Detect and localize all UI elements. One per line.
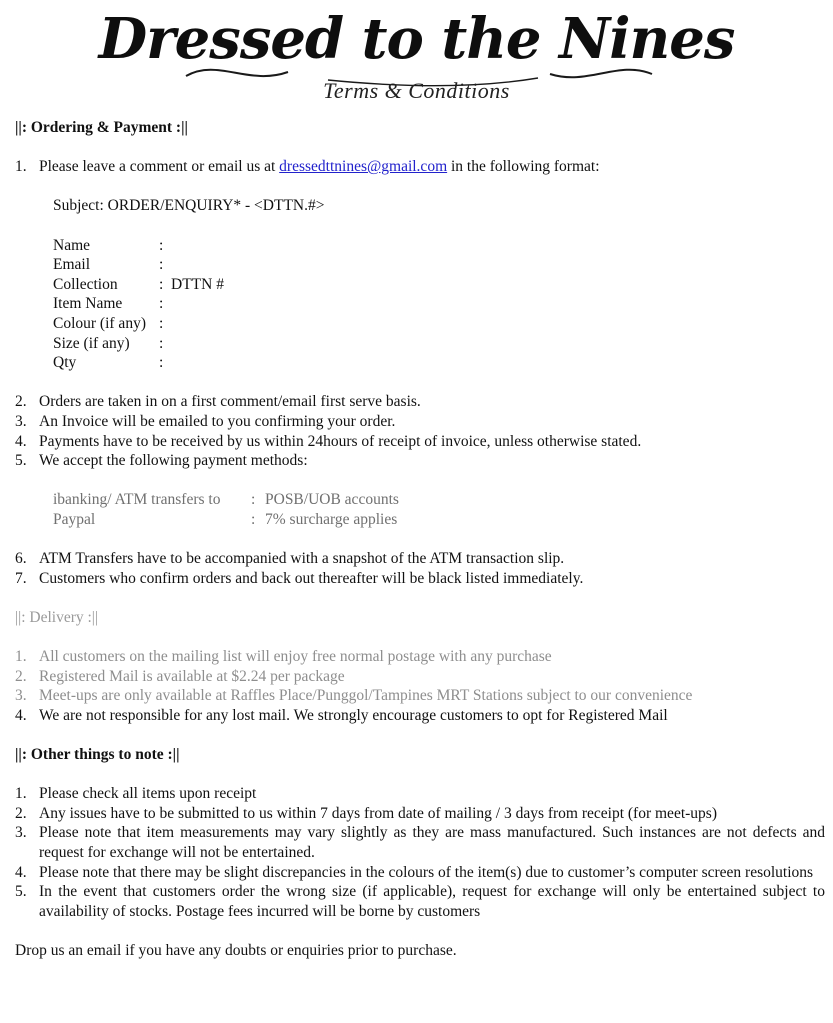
spacer — [15, 725, 825, 745]
brand-logo: Dressed to the Nines — [98, 6, 735, 72]
payment-colon: : — [251, 491, 256, 509]
form-colon: : — [159, 354, 164, 372]
spacer — [15, 588, 825, 608]
item-number: 7. — [15, 569, 27, 587]
list-item — [15, 647, 825, 667]
ordering-heading: ||: Ordering & Payment :|| — [15, 119, 188, 136]
list-item — [15, 706, 825, 726]
item-text: in the following format: — [451, 158, 600, 176]
list-item — [15, 823, 825, 862]
page-header — [0, 0, 833, 110]
ordering-list — [15, 157, 825, 177]
form-row — [53, 255, 825, 275]
list-item — [15, 686, 825, 706]
item-number: 6. — [15, 550, 27, 568]
form-value: DTTN # — [171, 275, 224, 293]
payment-colon: : — [251, 510, 256, 528]
item-text: Please note that there may be slight discrepancies in the colours of the item(s) due to customer’s computer screen resolutions — [39, 863, 814, 881]
form-label: Item Name — [53, 295, 123, 313]
ordering-list-final — [15, 549, 825, 588]
item-number: 1. — [15, 785, 27, 803]
list-item — [15, 784, 825, 804]
form-colon: : — [159, 314, 164, 332]
list-item — [15, 804, 825, 824]
form-label: Qty — [53, 354, 77, 372]
subject-line: Subject: ORDER/ENQUIRY* - <DTTN.#> — [53, 197, 325, 215]
spacer — [15, 373, 825, 393]
spacer — [15, 471, 825, 491]
list-item — [15, 392, 825, 412]
item-number: 3. — [15, 412, 27, 430]
item-text: Please check all items upon receipt — [39, 785, 257, 803]
item-number: 5. — [15, 883, 27, 901]
form-colon: : — [159, 295, 164, 313]
terms-content — [15, 118, 825, 961]
list-item — [15, 667, 825, 687]
item-number: 3. — [15, 687, 27, 705]
item-number: 2. — [15, 804, 27, 822]
form-row — [53, 353, 825, 373]
payment-row — [53, 510, 825, 530]
item-text: We are not responsible for any lost mail. We strongly encourage customers to opt for Registered Mail — [39, 706, 668, 724]
closing-note: Drop us an email if you have any doubts or enquiries prior to purchase. — [15, 941, 457, 959]
list-item — [15, 432, 825, 452]
spacer — [15, 529, 825, 549]
form-colon: : — [159, 236, 164, 254]
item-number: 2. — [15, 667, 27, 685]
page-subtitle: Terms & Conditions — [323, 78, 510, 103]
item-number: 1. — [15, 158, 27, 176]
item-text: Orders are taken in on a first comment/email first serve basis. — [39, 393, 421, 411]
item-text: Please note that item measurements may vary slightly as they are mass manufactured. Such instances are not defects and request for exchange will not be entertained. — [39, 824, 825, 861]
form-row — [53, 236, 825, 256]
item-text: Meet-ups are only available at Raffles Place/Punggol/Tampines MRT Stations subject to our convenience — [39, 687, 693, 705]
list-item — [15, 863, 825, 883]
item-text: We accept the following payment methods: — [39, 452, 308, 470]
form-label: Name — [53, 236, 91, 254]
item-text: ATM Transfers have to be accompanied with a snapshot of the ATM transaction slip. — [39, 550, 565, 568]
list-item — [15, 569, 825, 589]
item-text: Please leave a comment or email us at — [39, 158, 276, 176]
form-colon: : — [159, 275, 164, 293]
ordering-list-continued — [15, 392, 825, 470]
other-notes-heading: ||: Other things to note :|| — [15, 746, 180, 763]
form-label: Email — [53, 256, 91, 274]
payment-value: 7% surcharge applies — [265, 510, 398, 528]
payment-value: POSB/UOB accounts — [265, 491, 399, 509]
item-text: Registered Mail is available at $2.24 per package — [39, 667, 345, 685]
spacer — [15, 921, 825, 941]
form-row — [53, 334, 825, 354]
item-text: Payments have to be received by us within 24hours of receipt of invoice, unless otherwise stated. — [39, 432, 642, 450]
form-row — [53, 314, 825, 334]
order-form-template — [15, 236, 825, 373]
form-row — [53, 275, 825, 295]
item-number: 5. — [15, 452, 27, 470]
form-label: Collection — [53, 275, 118, 293]
form-label: Colour (if any) — [53, 314, 146, 332]
item-text: In the event that customers order the wrong size (if applicable), request for exchange will only be entertained subject to availability of stocks. Postage fees incurred will be borne by customers — [39, 883, 825, 920]
item-text: All customers on the mailing list will enjoy free normal postage with any purchase — [39, 648, 552, 666]
list-item — [15, 451, 825, 471]
delivery-heading: ||: Delivery :|| — [15, 608, 99, 626]
item-text: An Invoice will be emailed to you confirming your order. — [39, 412, 396, 430]
payment-label: Paypal — [53, 510, 96, 528]
item-number: 4. — [15, 863, 27, 881]
list-item — [15, 157, 825, 177]
list-item — [15, 549, 825, 569]
other-notes-list — [15, 784, 825, 921]
item-number: 2. — [15, 393, 27, 411]
payment-row — [53, 490, 825, 510]
form-label: Size (if any) — [53, 334, 130, 352]
delivery-list — [15, 647, 825, 725]
payment-methods — [15, 490, 825, 529]
spacer — [15, 177, 825, 197]
item-number: 4. — [15, 706, 27, 724]
item-text: Customers who confirm orders and back out thereafter will be black listed immediately. — [39, 569, 584, 587]
list-item — [15, 412, 825, 432]
form-colon: : — [159, 256, 164, 274]
form-colon: : — [159, 334, 164, 352]
item-number: 4. — [15, 432, 27, 450]
item-number: 3. — [15, 824, 27, 842]
email-link[interactable]: dressedttnines@gmail.com — [279, 158, 448, 176]
item-number: 1. — [15, 648, 27, 666]
list-item — [15, 882, 825, 921]
spacer — [15, 216, 825, 236]
item-text: Any issues have to be submitted to us within 7 days from date of mailing / 3 days from receipt (for meet-ups) — [39, 804, 717, 822]
form-row — [53, 294, 825, 314]
payment-label: ibanking/ ATM transfers to — [53, 491, 221, 509]
